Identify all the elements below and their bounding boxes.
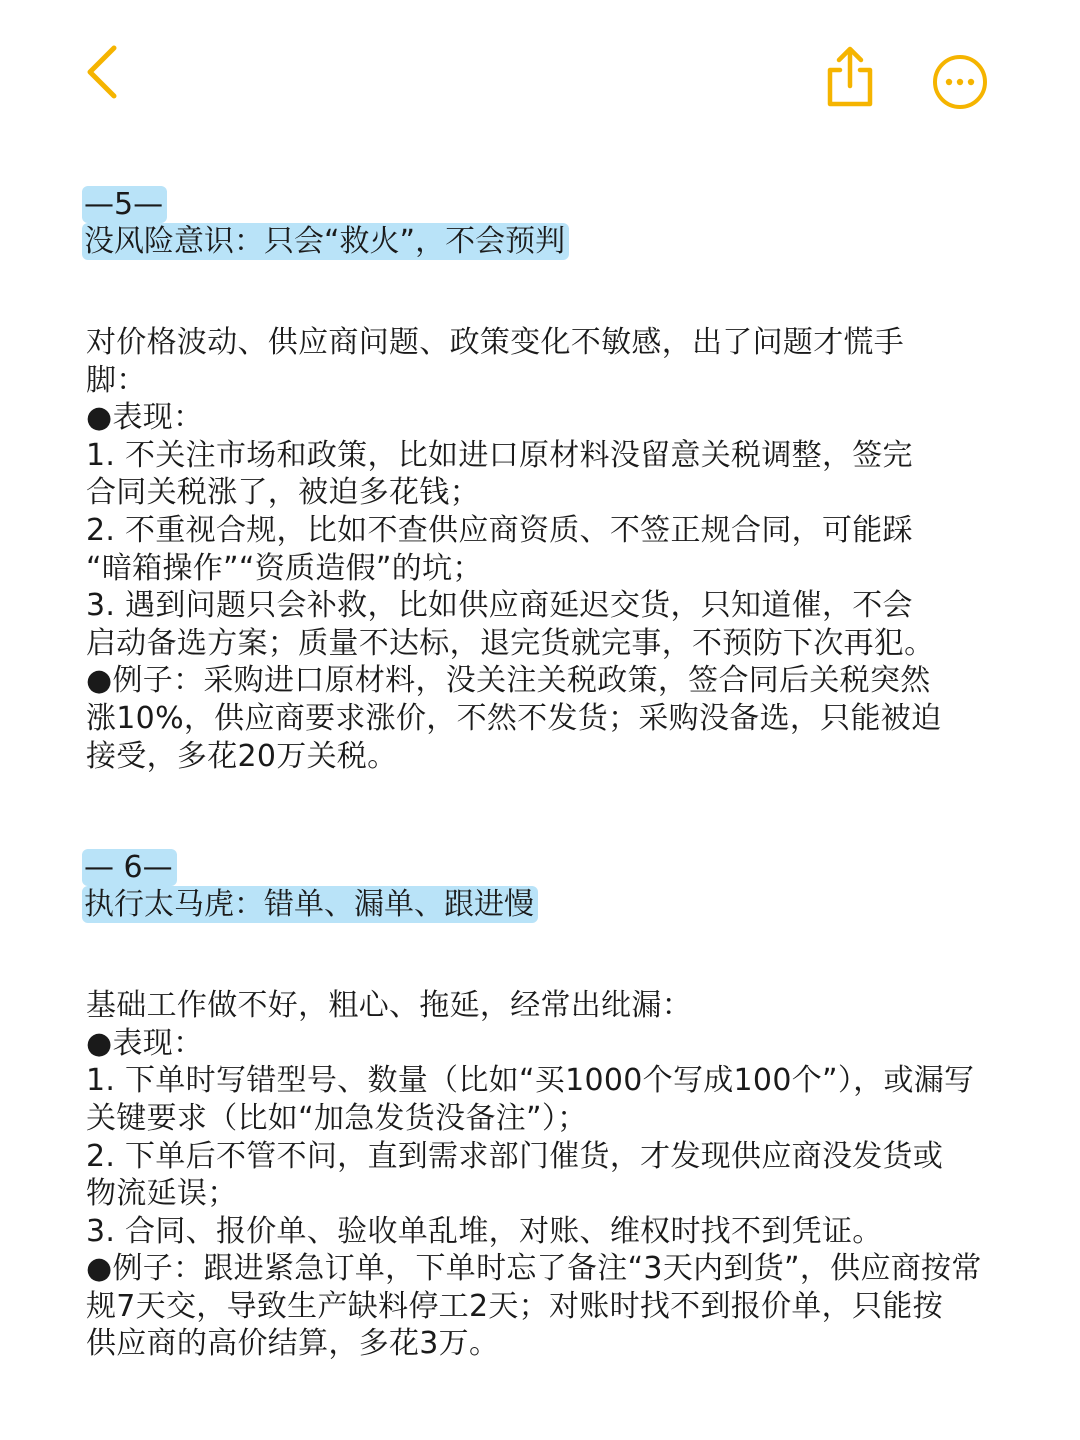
section-body <box>86 324 1006 775</box>
body-line: 关键要求（比如“加急发货没备注”）； <box>86 1100 588 1136</box>
more-icon <box>930 52 990 112</box>
body-line: 供应商的高价结算，多花3万。 <box>86 1326 500 1362</box>
body-line: ●表现： <box>86 400 204 436</box>
body-line: 脚： <box>86 362 147 398</box>
share-button[interactable] <box>820 42 880 112</box>
body-line: 3. 合同、报价单、验收单乱堆，对账、维权时找不到凭证。 <box>86 1213 883 1249</box>
chevron-left-icon <box>78 40 128 104</box>
body-line: 基础工作做不好，粗心、拖延，经常出纰漏： <box>86 988 692 1024</box>
body-line: 1. 不关注市场和政策，比如进口原材料没留意关税调整，签完 <box>86 437 913 473</box>
body-line: 涨10%，供应商要求涨价，不然不发货；采购没备选，只能被迫 <box>86 700 942 736</box>
note-content <box>86 186 1006 1363</box>
section-body <box>86 987 1006 1363</box>
body-line: 规7天交，导致生产缺料停工2天；对账时找不到报价单，只能按 <box>86 1288 943 1324</box>
body-line: ●例子：采购进口原材料，没关注关税政策，签合同后关税突然 <box>86 663 931 699</box>
share-icon <box>820 42 880 112</box>
body-line: 对价格波动、供应商问题、政策变化不敏感，出了问题才慌手 <box>86 325 905 360</box>
top-bar <box>0 0 1080 150</box>
body-line: ●例子：跟进紧急订单，下单时忘了备注“3天内到货”，供应商按常 <box>86 1251 982 1287</box>
back-button[interactable] <box>78 40 128 104</box>
section-6 <box>86 849 1006 1363</box>
section-title: 执行太马虎：错单、漏单、跟进慢 <box>82 886 538 923</box>
body-line: 2. 不重视合规，比如不查供应商资质、不签正规合同，可能踩 <box>86 512 913 548</box>
body-line: 接受，多花20万关税。 <box>86 738 398 774</box>
body-line: 1. 下单时写错型号、数量（比如“买1000个写成100个”），或漏写 <box>86 1063 975 1099</box>
body-line: 合同关税涨了，被迫多花钱； <box>86 475 480 511</box>
body-line: 物流延误； <box>86 1176 238 1212</box>
section-5 <box>86 186 1006 775</box>
body-line: “暗箱操作”“资质造假”的坑； <box>86 550 483 586</box>
section-number: —5— <box>82 186 167 223</box>
more-button[interactable] <box>930 52 990 112</box>
body-line: 启动备选方案；质量不达标，退完货就完事，不预防下次再犯。 <box>86 625 935 661</box>
body-line: 3. 遇到问题只会补救，比如供应商延迟交货，只知道催，不会 <box>86 588 913 624</box>
section-number: — 6— <box>82 849 177 886</box>
body-line: ●表现： <box>86 1025 204 1061</box>
body-line: 2. 下单后不管不问，直到需求部门催货，才发现供应商没发货或 <box>86 1138 944 1174</box>
section-title: 没风险意识：只会“救火”，不会预判 <box>82 223 569 260</box>
